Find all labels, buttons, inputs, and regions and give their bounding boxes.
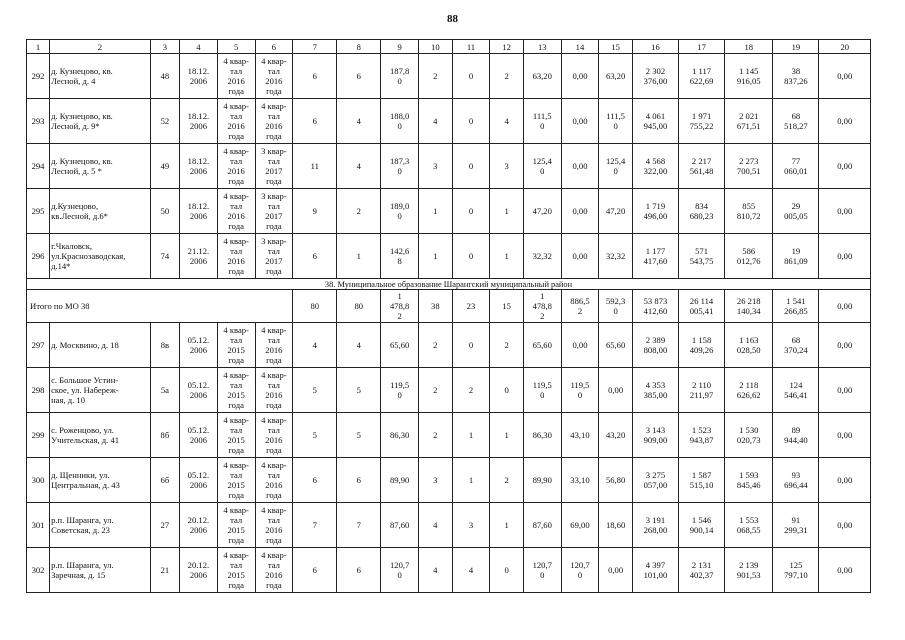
table-cell: 38 837,26 — [773, 54, 819, 99]
table-cell: 0,00 — [561, 54, 599, 99]
table-cell: 586 012,76 — [725, 234, 773, 279]
column-number-19: 19 — [773, 40, 819, 54]
table-cell: 293 — [27, 99, 50, 144]
table-cell: 6 — [293, 54, 337, 99]
column-number-1: 1 — [27, 40, 50, 54]
table-cell: 4 — [419, 99, 453, 144]
table-cell: 0,00 — [819, 189, 871, 234]
total-cell: 38 — [419, 290, 453, 323]
table-cell: 2 110 211,97 — [679, 368, 725, 413]
table-cell: 32,32 — [523, 234, 561, 279]
table-cell: 43,20 — [599, 413, 633, 458]
table-row — [27, 234, 871, 279]
total-cell: 80 — [337, 290, 381, 323]
table-cell: 47,20 — [523, 189, 561, 234]
table-cell: 5 — [293, 413, 337, 458]
table-row — [27, 548, 871, 593]
table-cell: 93 696,44 — [773, 458, 819, 503]
table-cell: 4 — [490, 99, 524, 144]
table-cell: 142,6 8 — [381, 234, 419, 279]
address-cell: г.Чкаловск, ул.Краснозаводская, д.14* — [50, 234, 151, 279]
column-number-4: 4 — [180, 40, 218, 54]
table-cell: 0 — [490, 368, 524, 413]
table-cell: 1 530 020,73 — [725, 413, 773, 458]
table-row — [27, 144, 871, 189]
table-cell: 4 — [337, 99, 381, 144]
table-cell: 111,5 0 — [523, 99, 561, 144]
table-cell: 4 квар- тал 2016 года — [255, 54, 293, 99]
column-number-15: 15 — [599, 40, 633, 54]
table-cell: 11 — [293, 144, 337, 189]
table-cell: 5 — [337, 368, 381, 413]
table-row — [27, 99, 871, 144]
total-row — [27, 290, 871, 323]
table-cell: 1 587 515,10 — [679, 458, 725, 503]
table-cell: 3 квар- тал 2017 года — [255, 234, 293, 279]
table-cell: 1 719 496,00 — [632, 189, 678, 234]
table-cell: 0,00 — [819, 323, 871, 368]
table-cell: 05.12. 2006 — [180, 413, 218, 458]
table-cell: 6 — [293, 234, 337, 279]
table-cell: 0,00 — [819, 234, 871, 279]
table-cell: 2 — [419, 54, 453, 99]
table-cell: 119,5 0 — [381, 368, 419, 413]
section-title: 38. Муниципальное образование Шарангский муниципальный район — [27, 279, 871, 290]
table-cell: 119,5 0 — [561, 368, 599, 413]
table-cell: 0,00 — [561, 189, 599, 234]
total-cell: 592,3 0 — [599, 290, 633, 323]
column-number-14: 14 — [561, 40, 599, 54]
table-cell: 69,00 — [561, 503, 599, 548]
table-body — [27, 40, 871, 593]
table-cell: 294 — [27, 144, 50, 189]
table-cell: 7 — [293, 503, 337, 548]
column-number-20: 20 — [819, 40, 871, 54]
table-cell: 1 971 755,22 — [679, 99, 725, 144]
total-cell: 1 541 266,85 — [773, 290, 819, 323]
table-cell: 1 — [490, 234, 524, 279]
table-cell: 2 139 901,53 — [725, 548, 773, 593]
table-cell: 125,4 0 — [523, 144, 561, 189]
table-cell: 2 — [490, 323, 524, 368]
column-number-12: 12 — [490, 40, 524, 54]
column-number-9: 9 — [381, 40, 419, 54]
table-cell: 124 546,41 — [773, 368, 819, 413]
table-cell: 0,00 — [599, 548, 633, 593]
table-cell: 3 — [419, 144, 453, 189]
table-cell: 6 — [293, 548, 337, 593]
table-cell: 50 — [150, 189, 179, 234]
table-cell: 32,32 — [599, 234, 633, 279]
table-cell: 187,8 0 — [381, 54, 419, 99]
table-cell: 0,00 — [819, 99, 871, 144]
table-cell: 77 060,01 — [773, 144, 819, 189]
table-cell: 68 370,24 — [773, 323, 819, 368]
table-cell: 5 — [293, 368, 337, 413]
table-cell: 0 — [452, 54, 490, 99]
table-row — [27, 54, 871, 99]
table-cell: 111,5 0 — [599, 99, 633, 144]
table-cell: 48 — [150, 54, 179, 99]
table-cell: 1 546 900,14 — [679, 503, 725, 548]
table-cell: 18.12. 2006 — [180, 189, 218, 234]
table-cell: 4 353 385,00 — [632, 368, 678, 413]
table-cell: 4 квар- тал 2015 года — [217, 323, 255, 368]
address-cell: д. Кузнецово, кв. Лесной, д. 9* — [50, 99, 151, 144]
table-cell: 2 — [419, 368, 453, 413]
table-cell: 120,7 0 — [523, 548, 561, 593]
table-cell: 63,20 — [599, 54, 633, 99]
table-cell: 0 — [452, 144, 490, 189]
table-cell: 18.12. 2006 — [180, 144, 218, 189]
table-cell: 8в — [150, 323, 179, 368]
table-cell: 18.12. 2006 — [180, 99, 218, 144]
table-row — [27, 503, 871, 548]
table-cell: 4 квар- тал 2016 года — [217, 54, 255, 99]
table-cell: 0,00 — [599, 368, 633, 413]
table-cell: 05.12. 2006 — [180, 368, 218, 413]
table-cell: 4 — [337, 144, 381, 189]
table-cell: 89 944,40 — [773, 413, 819, 458]
column-number-5: 5 — [217, 40, 255, 54]
table-cell: 1 163 028,50 — [725, 323, 773, 368]
table-cell: 4 квар- тал 2015 года — [217, 548, 255, 593]
column-number-11: 11 — [452, 40, 490, 54]
table-cell: 6 — [337, 548, 381, 593]
table-cell: 6 — [337, 458, 381, 503]
table-cell: 0,00 — [819, 458, 871, 503]
table-cell: 87,60 — [523, 503, 561, 548]
table-cell: 6б — [150, 458, 179, 503]
table-cell: 1 — [490, 503, 524, 548]
table-cell: 63,20 — [523, 54, 561, 99]
column-number-6: 6 — [255, 40, 293, 54]
table-cell: 1 145 916,05 — [725, 54, 773, 99]
table-cell: 0,00 — [561, 234, 599, 279]
table-cell: 68 518,27 — [773, 99, 819, 144]
table-cell: 292 — [27, 54, 50, 99]
table-cell: 4 квар- тал 2015 года — [217, 458, 255, 503]
table-cell: 4 061 945,00 — [632, 99, 678, 144]
table-cell: 0 — [490, 548, 524, 593]
table-cell: 86,30 — [381, 413, 419, 458]
table-cell: 3 275 057,00 — [632, 458, 678, 503]
address-cell: д. Кузнецово, кв. Лесной, д. 5 * — [50, 144, 151, 189]
table-row — [27, 368, 871, 413]
address-cell: д. Москвино, д. 18 — [50, 323, 151, 368]
table-cell: 5 — [337, 413, 381, 458]
table-cell: 89,90 — [381, 458, 419, 503]
table-cell: 4 квар- тал 2016 года — [217, 234, 255, 279]
column-number-3: 3 — [150, 40, 179, 54]
table-cell: 4 — [452, 548, 490, 593]
table-cell: 301 — [27, 503, 50, 548]
table-cell: 19 861,09 — [773, 234, 819, 279]
table-cell: 1 — [452, 413, 490, 458]
table-cell: 27 — [150, 503, 179, 548]
table-cell: 5а — [150, 368, 179, 413]
table-cell: 6 — [293, 458, 337, 503]
table-cell: 125 797,10 — [773, 548, 819, 593]
table-cell: 1 523 943,87 — [679, 413, 725, 458]
table-cell: 65,60 — [381, 323, 419, 368]
total-cell: 26 218 140,34 — [725, 290, 773, 323]
total-cell: 15 — [490, 290, 524, 323]
table-cell: 4 — [419, 503, 453, 548]
table-cell: 4 квар- тал 2015 года — [217, 413, 255, 458]
column-number-18: 18 — [725, 40, 773, 54]
table-cell: 119,5 0 — [523, 368, 561, 413]
address-cell: д.Кузнецово, кв.Лесной, д.6* — [50, 189, 151, 234]
table-cell: 87,60 — [381, 503, 419, 548]
table-cell: 299 — [27, 413, 50, 458]
table-cell: 74 — [150, 234, 179, 279]
table-cell: 0,00 — [819, 413, 871, 458]
column-number-2: 2 — [50, 40, 151, 54]
address-cell: д. Щенники, ул. Центральная, д. 43 — [50, 458, 151, 503]
table-cell: 4 квар- тал 2016 года — [255, 503, 293, 548]
table-cell: 0 — [452, 234, 490, 279]
table-row — [27, 413, 871, 458]
total-cell: 80 — [293, 290, 337, 323]
table-cell: 4 — [337, 323, 381, 368]
table-cell: 4 — [293, 323, 337, 368]
total-label: Итого по МО 38 — [27, 290, 293, 323]
table-cell: 7 — [337, 503, 381, 548]
table-cell: 2 — [452, 368, 490, 413]
table-cell: 4 — [419, 548, 453, 593]
table-cell: 0,00 — [561, 323, 599, 368]
table-cell: 0 — [452, 189, 490, 234]
table-cell: 1 593 845,46 — [725, 458, 773, 503]
section-heading-row — [27, 279, 871, 290]
table-cell: 21.12. 2006 — [180, 234, 218, 279]
table-cell: 3 — [419, 458, 453, 503]
table-cell: 302 — [27, 548, 50, 593]
table-cell: 120,7 0 — [561, 548, 599, 593]
table-cell: 8б — [150, 413, 179, 458]
total-cell: 53 873 412,60 — [632, 290, 678, 323]
table-cell: 571 543,75 — [679, 234, 725, 279]
table-cell: 187,3 0 — [381, 144, 419, 189]
table-cell: 4 квар- тал 2016 года — [217, 189, 255, 234]
table-cell: 2 — [490, 54, 524, 99]
table-cell: 4 квар- тал 2016 года — [217, 99, 255, 144]
table-cell: 3 — [452, 503, 490, 548]
table-cell: 0 — [452, 99, 490, 144]
table-cell: 2 302 376,00 — [632, 54, 678, 99]
table-cell: 0,00 — [819, 503, 871, 548]
table-cell: 4 квар- тал 2015 года — [217, 368, 255, 413]
table-cell: 33,10 — [561, 458, 599, 503]
table-cell: 05.12. 2006 — [180, 458, 218, 503]
table-cell: 295 — [27, 189, 50, 234]
address-cell: с. Роженцово, ул. Учительская, д. 41 — [50, 413, 151, 458]
address-cell: д. Кузнецово, кв. Лесной, д. 4 — [50, 54, 151, 99]
address-cell: с. Большое Устин- ское, ул. Набереж- ная, д. 10 — [50, 368, 151, 413]
table-cell: 855 810,72 — [725, 189, 773, 234]
column-number-row — [27, 40, 871, 54]
table-cell: 0,00 — [819, 54, 871, 99]
table-cell: 300 — [27, 458, 50, 503]
table-cell: 3 — [490, 144, 524, 189]
table-cell: 4 квар- тал 2016 года — [255, 323, 293, 368]
table-cell: 4 квар- тал 2016 года — [255, 99, 293, 144]
table-cell: 89,90 — [523, 458, 561, 503]
column-number-16: 16 — [632, 40, 678, 54]
table-cell: 2 — [419, 413, 453, 458]
table-row — [27, 189, 871, 234]
table-cell: 2 273 700,51 — [725, 144, 773, 189]
table-cell: 120,7 0 — [381, 548, 419, 593]
table-cell: 4 квар- тал 2016 года — [217, 144, 255, 189]
table-cell: 3 квар- тал 2017 года — [255, 144, 293, 189]
page-number: 88 — [447, 13, 458, 25]
address-cell: р.п. Шаранга, ул. Заречная, д. 15 — [50, 548, 151, 593]
table-cell: 29 005,05 — [773, 189, 819, 234]
table-cell: 4 397 101,00 — [632, 548, 678, 593]
address-cell: р.п. Шаранга, ул. Советская, д. 23 — [50, 503, 151, 548]
table-cell: 21 — [150, 548, 179, 593]
table-cell: 49 — [150, 144, 179, 189]
column-number-13: 13 — [523, 40, 561, 54]
table-cell: 2 118 626,62 — [725, 368, 773, 413]
table-cell: 2 131 402,37 — [679, 548, 725, 593]
column-number-10: 10 — [419, 40, 453, 54]
table-cell: 296 — [27, 234, 50, 279]
table-cell: 1 — [419, 189, 453, 234]
table-cell: 0,00 — [819, 144, 871, 189]
table-cell: 188,0 0 — [381, 99, 419, 144]
table-cell: 47,20 — [599, 189, 633, 234]
table-cell: 2 389 808,00 — [632, 323, 678, 368]
table-cell: 125,4 0 — [599, 144, 633, 189]
table-cell: 1 — [490, 413, 524, 458]
table-cell: 05.12. 2006 — [180, 323, 218, 368]
table-cell: 834 680,23 — [679, 189, 725, 234]
table-cell: 1 553 068,55 — [725, 503, 773, 548]
total-cell: 23 — [452, 290, 490, 323]
table-cell: 1 117 622,69 — [679, 54, 725, 99]
table-cell: 91 299,31 — [773, 503, 819, 548]
table-cell: 56,80 — [599, 458, 633, 503]
table-cell: 9 — [293, 189, 337, 234]
table-cell: 298 — [27, 368, 50, 413]
table-cell: 3 квар- тал 2017 года — [255, 189, 293, 234]
table-cell: 0,00 — [561, 99, 599, 144]
table-cell: 2 021 671,51 — [725, 99, 773, 144]
table-cell: 6 — [337, 54, 381, 99]
table-cell: 4 квар- тал 2016 года — [255, 413, 293, 458]
table-cell: 4 квар- тал 2016 года — [255, 368, 293, 413]
table-cell: 3 143 909,00 — [632, 413, 678, 458]
table-cell: 0,00 — [561, 144, 599, 189]
table-row — [27, 323, 871, 368]
table-cell: 189,0 0 — [381, 189, 419, 234]
table-cell: 6 — [293, 99, 337, 144]
column-number-8: 8 — [337, 40, 381, 54]
table-cell: 20.12. 2006 — [180, 548, 218, 593]
table-cell: 4 квар- тал 2016 года — [255, 548, 293, 593]
table-cell: 4 568 322,00 — [632, 144, 678, 189]
total-cell: 1 478,8 2 — [381, 290, 419, 323]
total-cell: 26 114 005,41 — [679, 290, 725, 323]
table-cell: 1 — [419, 234, 453, 279]
table-cell: 1 — [490, 189, 524, 234]
table-cell: 20.12. 2006 — [180, 503, 218, 548]
column-number-17: 17 — [679, 40, 725, 54]
table-cell: 0,00 — [819, 548, 871, 593]
table-cell: 1 — [452, 458, 490, 503]
table-cell: 2 — [337, 189, 381, 234]
total-cell: 1 478,8 2 — [523, 290, 561, 323]
table-cell: 52 — [150, 99, 179, 144]
total-cell: 886,5 2 — [561, 290, 599, 323]
table-cell: 1 177 417,60 — [632, 234, 678, 279]
table-cell: 43,10 — [561, 413, 599, 458]
table-cell: 4 квар- тал 2015 года — [217, 503, 255, 548]
total-cell: 0,00 — [819, 290, 871, 323]
table-cell: 1 — [337, 234, 381, 279]
housing-register-table — [26, 39, 871, 593]
table-cell: 86,30 — [523, 413, 561, 458]
table-cell: 18.12. 2006 — [180, 54, 218, 99]
table-row — [27, 458, 871, 503]
table-cell: 4 квар- тал 2016 года — [255, 458, 293, 503]
table-cell: 65,60 — [523, 323, 561, 368]
table-cell: 3 191 268,00 — [632, 503, 678, 548]
table-cell: 2 — [490, 458, 524, 503]
table-cell: 297 — [27, 323, 50, 368]
table-cell: 2 — [419, 323, 453, 368]
table-cell: 2 217 561,48 — [679, 144, 725, 189]
table-cell: 0,00 — [819, 368, 871, 413]
table-cell: 18,60 — [599, 503, 633, 548]
table-cell: 0 — [452, 323, 490, 368]
table-cell: 1 158 409,26 — [679, 323, 725, 368]
table-cell: 65,60 — [599, 323, 633, 368]
column-number-7: 7 — [293, 40, 337, 54]
